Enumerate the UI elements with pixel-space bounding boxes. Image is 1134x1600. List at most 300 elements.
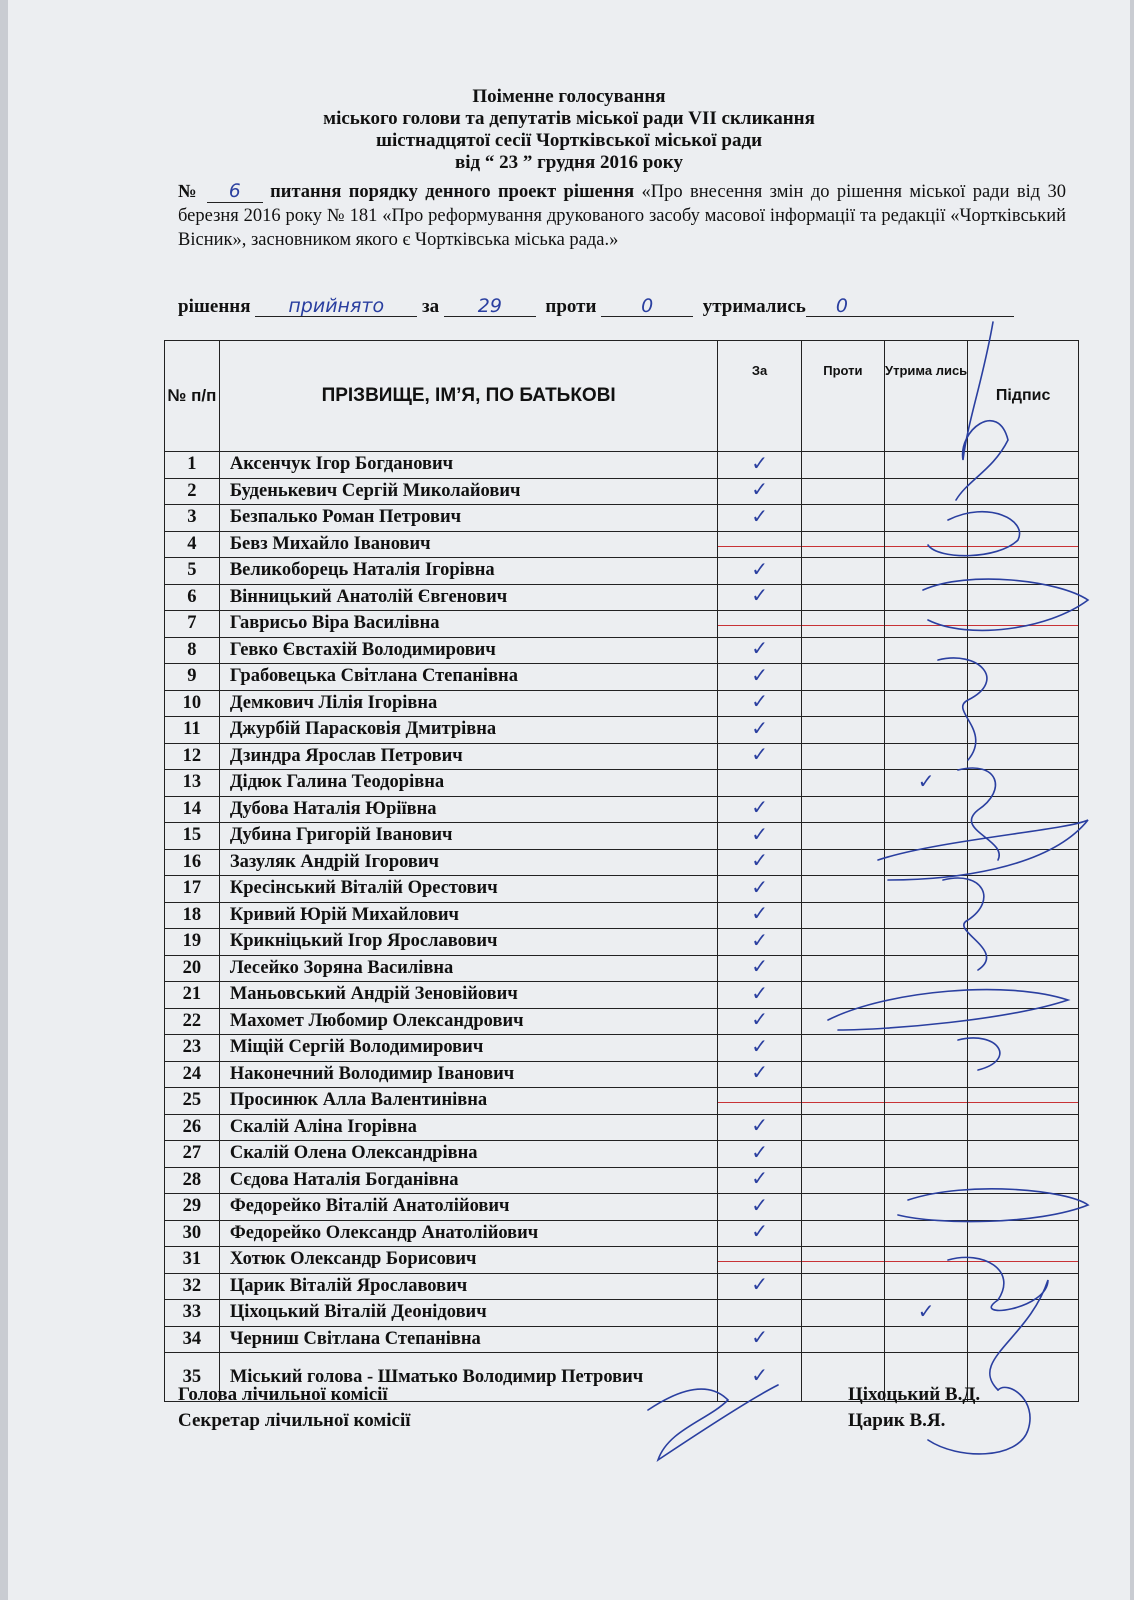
deputy-name: Лесейко Зоряна Василівна (219, 955, 718, 982)
signature-cell (968, 637, 1079, 664)
row-number: 3 (165, 505, 220, 532)
vote-cell-for (718, 876, 801, 903)
vote-cell-for (718, 929, 801, 956)
deputy-name: Ціхоцький Віталій Деонідович (219, 1300, 718, 1327)
deputy-name: Вінницький Анатолій Євгенович (219, 584, 718, 611)
absent-strike-line (802, 625, 884, 626)
signature-cell (968, 743, 1079, 770)
vote-cell-for (718, 1008, 801, 1035)
row-number: 22 (165, 1008, 220, 1035)
vote-cell-for (718, 664, 801, 691)
check-mark-icon: ✓ (751, 583, 768, 608)
row-number: 4 (165, 531, 220, 558)
row-number: 34 (165, 1326, 220, 1353)
vote-cell-abstain (884, 717, 967, 744)
vote-cell-abstain (884, 611, 967, 638)
vote-cell-against (801, 1167, 884, 1194)
row-number: 6 (165, 584, 220, 611)
table-row (165, 1035, 1079, 1062)
vote-cell-for (718, 1273, 801, 1300)
vote-cell-for (718, 743, 801, 770)
vote-cell-against (801, 1008, 884, 1035)
row-number: 16 (165, 849, 220, 876)
deputy-name: Кресінський Віталій Орестович (219, 876, 718, 903)
for-label: за (422, 296, 440, 317)
row-number: 9 (165, 664, 220, 691)
signature-cell (968, 664, 1079, 691)
deputy-name: Грабовецька Світлана Степанівна (219, 664, 718, 691)
check-mark-icon: ✓ (751, 742, 768, 767)
absent-strike-line (885, 546, 967, 547)
vote-cell-abstain (884, 955, 967, 982)
signature-cell (968, 1300, 1079, 1327)
table-row (165, 1247, 1079, 1274)
vote-cell-against (801, 902, 884, 929)
vote-cell-for (718, 558, 801, 585)
absent-strike-line (802, 1102, 884, 1103)
vote-cell-against (801, 849, 884, 876)
signature-cell (968, 1353, 1079, 1402)
table-row (165, 1167, 1079, 1194)
decision-value: прийнято (288, 295, 385, 317)
vote-cell-abstain (884, 982, 967, 1009)
vote-cell-for (718, 452, 801, 479)
vote-cell-abstain (884, 452, 967, 479)
roll-call-table (164, 340, 1079, 1402)
row-number: 10 (165, 690, 220, 717)
signature-cell (968, 717, 1079, 744)
deputy-name: Хотюк Олександр Борисович (219, 1247, 718, 1274)
vote-cell-for (718, 902, 801, 929)
vote-cell-against (801, 876, 884, 903)
deputy-name: Джурбій Парасковія Дмитрівна (219, 717, 718, 744)
row-number: 21 (165, 982, 220, 1009)
vote-cell-abstain (884, 478, 967, 505)
deputy-name: Міський голова - Шматько Володимир Петрович (219, 1353, 718, 1402)
signature-cell (968, 478, 1079, 505)
table-header-row (165, 341, 1079, 452)
against-label: проти (545, 296, 597, 317)
vote-cell-abstain (884, 796, 967, 823)
vote-cell-abstain (884, 1326, 967, 1353)
vote-cell-abstain (884, 1300, 967, 1327)
vote-cell-for (718, 849, 801, 876)
abstain-count-value: 0 (835, 295, 848, 317)
vote-cell-for (718, 823, 801, 850)
header-for: За (718, 341, 801, 452)
header-abstain: Утрима лись (884, 341, 967, 452)
vote-cell-against (801, 955, 884, 982)
row-number: 2 (165, 478, 220, 505)
deputy-name: Наконечний Володимир Іванович (219, 1061, 718, 1088)
vote-cell-abstain (884, 690, 967, 717)
check-mark-icon: ✓ (751, 848, 768, 873)
absent-strike-line (802, 546, 884, 547)
vote-cell-against (801, 1326, 884, 1353)
header-signature: Підпис (968, 341, 1079, 452)
row-number: 25 (165, 1088, 220, 1115)
signature-cell (968, 584, 1079, 611)
table-row (165, 531, 1079, 558)
check-mark-icon: ✓ (751, 556, 768, 581)
secretary-label: Секретар лічильної комісії (178, 1410, 411, 1431)
table-row (165, 1220, 1079, 1247)
vote-cell-abstain (884, 531, 967, 558)
table-row (165, 1114, 1079, 1141)
check-mark-icon: ✓ (751, 1272, 768, 1297)
absent-strike-line (718, 546, 800, 547)
check-mark-icon: ✓ (917, 768, 935, 793)
vote-cell-against (801, 664, 884, 691)
check-mark-icon: ✓ (751, 1192, 768, 1217)
vote-cell-for (718, 1035, 801, 1062)
vote-cell-against (801, 531, 884, 558)
absent-strike-line (885, 625, 967, 626)
signature-cell (968, 929, 1079, 956)
row-number: 14 (165, 796, 220, 823)
signature-cell (968, 1247, 1079, 1274)
for-count-value: 29 (477, 295, 502, 317)
table-body (165, 452, 1079, 1402)
signature-cell (968, 1141, 1079, 1168)
check-mark-icon: ✓ (751, 980, 768, 1005)
signature-cell (968, 1194, 1079, 1221)
row-number: 18 (165, 902, 220, 929)
deputy-name: Царик Віталій Ярославович (219, 1273, 718, 1300)
vote-cell-abstain (884, 664, 967, 691)
doc-subtitle-1: міського голови та депутатів міської ради VII скликання (323, 108, 815, 129)
row-number: 7 (165, 611, 220, 638)
check-mark-icon: ✓ (751, 821, 768, 846)
vote-cell-for (718, 1194, 801, 1221)
doc-date: від “ 23 ” грудня 2016 року (455, 152, 683, 173)
absent-strike-line (968, 546, 1078, 547)
signature-cell (968, 902, 1079, 929)
deputy-name: Черниш Світлана Степанівна (219, 1326, 718, 1353)
row-number: 1 (165, 452, 220, 479)
check-mark-icon: ✓ (751, 689, 768, 714)
row-number: 11 (165, 717, 220, 744)
table-row (165, 770, 1079, 797)
question-text: «Про внесення змін до рішення міської ради від 30 березня 2016 року № 181 «Про реформування друкованого засобу масової інформації та редакції «Чортківський Вісник», засновником якого є Чортківська міська рада.» (178, 182, 1067, 250)
table-row (165, 505, 1079, 532)
vote-cell-abstain (884, 558, 967, 585)
decision-field (255, 296, 417, 317)
table-row (165, 558, 1079, 585)
vote-cell-for (718, 1247, 801, 1274)
vote-cell-against (801, 505, 884, 532)
vote-cell-for (718, 982, 801, 1009)
vote-cell-abstain (884, 1061, 967, 1088)
check-mark-icon: ✓ (751, 1060, 768, 1085)
question-paragraph (178, 180, 1066, 252)
vote-cell-abstain (884, 1088, 967, 1115)
result-line (178, 296, 1014, 318)
row-number: 35 (165, 1353, 220, 1402)
document-sheet (8, 0, 1130, 1600)
vote-cell-against (801, 1088, 884, 1115)
vote-cell-abstain (884, 1008, 967, 1035)
signature-cell (968, 1008, 1079, 1035)
vote-cell-for (718, 1167, 801, 1194)
signature-cell (968, 876, 1079, 903)
absent-strike-line (885, 1102, 967, 1103)
table-row (165, 637, 1079, 664)
deputy-name: Маньовський Андрій Зеновійович (219, 982, 718, 1009)
vote-cell-for (718, 1326, 801, 1353)
vote-cell-for (718, 637, 801, 664)
deputy-name: Демкович Лілія Ігорівна (219, 690, 718, 717)
check-mark-icon: ✓ (917, 1298, 935, 1323)
deputy-name: Федорейко Олександр Анатолійович (219, 1220, 718, 1247)
deputy-name: Федорейко Віталій Анатолійович (219, 1194, 718, 1221)
row-number: 8 (165, 637, 220, 664)
vote-cell-abstain (884, 902, 967, 929)
vote-cell-for (718, 1088, 801, 1115)
table-row (165, 796, 1079, 823)
deputy-name: Просинюк Алла Валентинівна (219, 1088, 718, 1115)
absent-strike-line (968, 1261, 1078, 1262)
deputy-name: Сєдова Наталія Богданівна (219, 1167, 718, 1194)
deputy-name: Дубова Наталія Юріївна (219, 796, 718, 823)
vote-cell-against (801, 584, 884, 611)
vote-cell-against (801, 558, 884, 585)
table-row (165, 1326, 1079, 1353)
vote-cell-against (801, 1061, 884, 1088)
signature-cell (968, 770, 1079, 797)
decision-label: рішення (178, 296, 251, 317)
table-row (165, 1061, 1079, 1088)
vote-cell-for (718, 531, 801, 558)
check-mark-icon: ✓ (751, 636, 768, 661)
header-number: № п/п (165, 341, 220, 452)
vote-cell-against (801, 770, 884, 797)
check-mark-icon: ✓ (751, 1166, 768, 1191)
vote-cell-against (801, 1114, 884, 1141)
check-mark-icon: ✓ (751, 662, 768, 687)
deputy-name: Дідюк Галина Теодорівна (219, 770, 718, 797)
doc-subtitle-2: шістнадцятої сесії Чортківської міської ради (375, 130, 763, 151)
check-mark-icon: ✓ (751, 715, 768, 740)
deputy-name: Крикніцький Ігор Ярославович (219, 929, 718, 956)
check-mark-icon: ✓ (751, 954, 768, 979)
signature-cell (968, 1114, 1079, 1141)
table-row (165, 955, 1079, 982)
signature-cell (968, 1220, 1079, 1247)
table-row (165, 717, 1079, 744)
row-number: 5 (165, 558, 220, 585)
signature-cell (968, 505, 1079, 532)
signature-cell (968, 1326, 1079, 1353)
vote-cell-for (718, 1220, 801, 1247)
vote-cell-for (718, 770, 801, 797)
vote-cell-abstain (884, 1273, 967, 1300)
vote-cell-for (718, 505, 801, 532)
signature-cell (968, 558, 1079, 585)
signature-cell (968, 531, 1079, 558)
vote-cell-against (801, 452, 884, 479)
check-mark-icon: ✓ (751, 1033, 768, 1058)
deputy-name: Скалій Олена Олександрівна (219, 1141, 718, 1168)
vote-cell-against (801, 690, 884, 717)
vote-cell-abstain (884, 637, 967, 664)
for-field (444, 296, 536, 317)
vote-cell-abstain (884, 1141, 967, 1168)
deputy-name: Кривий Юрій Михайлович (219, 902, 718, 929)
signature-cell (968, 1167, 1079, 1194)
absent-strike-line (968, 625, 1078, 626)
vote-cell-against (801, 929, 884, 956)
signature-cell (968, 849, 1079, 876)
deputy-name: Безпалько Роман Петрович (219, 505, 718, 532)
vote-cell-against (801, 1194, 884, 1221)
signature-cell (968, 611, 1079, 638)
table-row (165, 1141, 1079, 1168)
deputy-name: Зазуляк Андрій Ігорович (219, 849, 718, 876)
check-mark-icon: ✓ (751, 1007, 768, 1032)
vote-cell-against (801, 982, 884, 1009)
vote-cell-abstain (884, 1114, 967, 1141)
table-row (165, 823, 1079, 850)
vote-cell-abstain (884, 505, 967, 532)
vote-cell-against (801, 637, 884, 664)
table-row (165, 1008, 1079, 1035)
chair-label: Голова лічильної комісії (178, 1384, 388, 1405)
table-row (165, 478, 1079, 505)
question-number-prefix: № (178, 182, 200, 202)
signature-cell (968, 796, 1079, 823)
header-against: Проти (801, 341, 884, 452)
signature-cell (968, 1061, 1079, 1088)
row-number: 27 (165, 1141, 220, 1168)
row-number: 19 (165, 929, 220, 956)
table-row (165, 690, 1079, 717)
vote-cell-against (801, 743, 884, 770)
question-number-value: 6 (228, 181, 241, 202)
row-number: 28 (165, 1167, 220, 1194)
vote-cell-against (801, 717, 884, 744)
vote-cell-abstain (884, 929, 967, 956)
table-row (165, 1194, 1079, 1221)
vote-cell-for (718, 1114, 801, 1141)
vote-cell-for (718, 796, 801, 823)
signature-cell (968, 1035, 1079, 1062)
deputy-name: Скалій Аліна Ігорівна (219, 1114, 718, 1141)
table-row (165, 849, 1079, 876)
question-number-field (207, 182, 263, 203)
vote-cell-against (801, 1247, 884, 1274)
absent-strike-line (718, 1261, 800, 1262)
table-row (165, 584, 1079, 611)
row-number: 23 (165, 1035, 220, 1062)
deputy-name: Дзиндра Ярослав Петрович (219, 743, 718, 770)
row-number: 33 (165, 1300, 220, 1327)
vote-cell-against (801, 478, 884, 505)
vote-cell-abstain (884, 743, 967, 770)
vote-cell-for (718, 478, 801, 505)
check-mark-icon: ✓ (751, 795, 768, 820)
table-row (165, 743, 1079, 770)
vote-cell-against (801, 1141, 884, 1168)
row-number: 20 (165, 955, 220, 982)
vote-cell-abstain (884, 1247, 967, 1274)
table-row (165, 611, 1079, 638)
deputy-name: Великоборець Наталія Ігорівна (219, 558, 718, 585)
against-count-value: 0 (641, 295, 654, 317)
signature-cell (968, 823, 1079, 850)
vote-cell-for (718, 955, 801, 982)
vote-cell-for (718, 1353, 801, 1402)
vote-cell-for (718, 690, 801, 717)
absent-strike-line (968, 1102, 1078, 1103)
row-number: 32 (165, 1273, 220, 1300)
abstain-label: утримались (702, 296, 806, 317)
row-number: 24 (165, 1061, 220, 1088)
against-field (601, 296, 693, 317)
doc-title: Поіменне голосування (472, 86, 666, 107)
row-number: 31 (165, 1247, 220, 1274)
table-row (165, 452, 1079, 479)
row-number: 15 (165, 823, 220, 850)
row-number: 30 (165, 1220, 220, 1247)
check-mark-icon: ✓ (751, 503, 768, 528)
vote-cell-abstain (884, 823, 967, 850)
vote-cell-abstain (884, 770, 967, 797)
table-row (165, 1273, 1079, 1300)
table-row (165, 902, 1079, 929)
signature-cell (968, 452, 1079, 479)
vote-cell-against (801, 1300, 884, 1327)
vote-cell-abstain (884, 1167, 967, 1194)
vote-cell-for (718, 1141, 801, 1168)
vote-cell-abstain (884, 849, 967, 876)
check-mark-icon: ✓ (751, 927, 768, 952)
vote-cell-against (801, 796, 884, 823)
absent-strike-line (802, 1261, 884, 1262)
vote-cell-abstain (884, 1194, 967, 1221)
row-number: 29 (165, 1194, 220, 1221)
check-mark-icon: ✓ (751, 1139, 768, 1164)
deputy-name: Міщій Сергій Володимирович (219, 1035, 718, 1062)
agenda-label: питання порядку денного проект рішення (270, 182, 635, 202)
check-mark-icon: ✓ (751, 477, 768, 502)
abstain-field (806, 296, 1014, 317)
check-mark-icon: ✓ (751, 1219, 768, 1244)
check-mark-icon: ✓ (751, 1113, 768, 1138)
check-mark-icon: ✓ (751, 450, 768, 475)
table-row (165, 664, 1079, 691)
deputy-name: Бевз Михайло Іванович (219, 531, 718, 558)
deputy-name: Гаврисьо Віра Василівна (219, 611, 718, 638)
signature-cell (968, 1088, 1079, 1115)
vote-cell-against (801, 1220, 884, 1247)
check-mark-icon: ✓ (751, 1363, 768, 1387)
row-number: 26 (165, 1114, 220, 1141)
vote-cell-abstain (884, 1220, 967, 1247)
signature-cell (968, 982, 1079, 1009)
absent-strike-line (718, 1102, 800, 1103)
vote-cell-against (801, 823, 884, 850)
deputy-name: Гевко Євстахій Володимирович (219, 637, 718, 664)
deputy-name: Махомет Любомир Олександрович (219, 1008, 718, 1035)
chair-name: Ціхоцький В.Д. (848, 1384, 981, 1405)
table-row (165, 1088, 1079, 1115)
vote-cell-against (801, 611, 884, 638)
vote-cell-against (801, 1273, 884, 1300)
row-number: 17 (165, 876, 220, 903)
signature-cell (968, 1273, 1079, 1300)
vote-cell-abstain (884, 1035, 967, 1062)
